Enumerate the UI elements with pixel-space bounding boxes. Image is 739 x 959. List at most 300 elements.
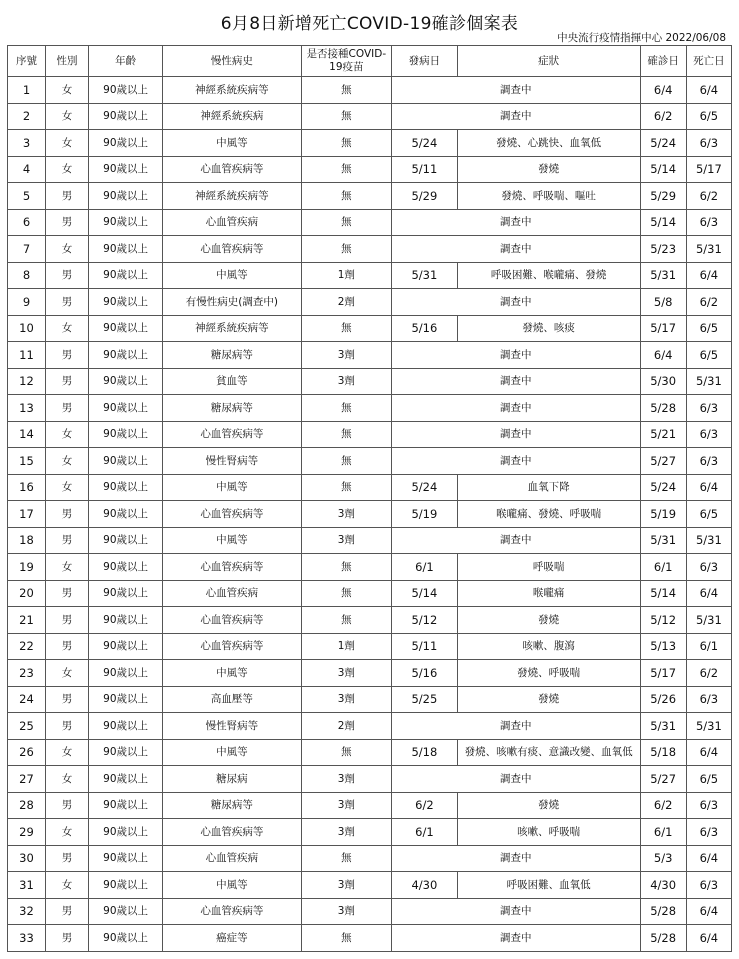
- cell-sex: 女: [45, 130, 88, 157]
- cell-death: 6/3: [686, 686, 731, 713]
- cell-history: 有慢性病史(調查中): [163, 289, 302, 316]
- cell-sex: 女: [45, 766, 88, 793]
- cell-age: 90歲以上: [89, 501, 163, 528]
- cell-vaccine: 無: [301, 607, 391, 634]
- table-row: [8, 633, 732, 660]
- cell-onset: 5/11: [392, 633, 458, 660]
- cell-no: 15: [8, 448, 46, 475]
- cell-history: 心血管疾病等: [163, 607, 302, 634]
- cell-history: 癌症等: [163, 925, 302, 952]
- cell-history: 糖尿病等: [163, 792, 302, 819]
- table-row: [8, 925, 732, 952]
- cell-confirm: 5/31: [640, 527, 686, 554]
- cell-vaccine: 無: [301, 130, 391, 157]
- cell-onset: 5/24: [392, 130, 458, 157]
- cell-death: 6/3: [686, 395, 731, 422]
- cell-age: 90歲以上: [89, 421, 163, 448]
- table-row: [8, 315, 732, 342]
- cell-death: 5/31: [686, 713, 731, 740]
- header-onset: 發病日: [392, 46, 458, 77]
- table-body: [8, 77, 732, 952]
- cell-symptom: 調查中: [392, 448, 641, 475]
- cell-death: 6/5: [686, 501, 731, 528]
- cell-symptom: 咳嗽、腹瀉: [457, 633, 640, 660]
- cell-history: 心血管疾病等: [163, 554, 302, 581]
- cell-sex: 女: [45, 872, 88, 899]
- cell-no: 29: [8, 819, 46, 846]
- cell-no: 27: [8, 766, 46, 793]
- table-row: [8, 289, 732, 316]
- table-row: [8, 395, 732, 422]
- table-row: [8, 183, 732, 210]
- cell-no: 32: [8, 898, 46, 925]
- cell-no: 21: [8, 607, 46, 634]
- cell-sex: 男: [45, 607, 88, 634]
- table-row: [8, 766, 732, 793]
- cell-age: 90歲以上: [89, 554, 163, 581]
- cell-vaccine: 無: [301, 236, 391, 263]
- table-row: [8, 209, 732, 236]
- cell-death: 6/5: [686, 315, 731, 342]
- cell-age: 90歲以上: [89, 262, 163, 289]
- cell-symptom: 調查中: [392, 342, 641, 369]
- cell-symptom: 發燒: [457, 607, 640, 634]
- cell-death: 6/3: [686, 130, 731, 157]
- cell-no: 10: [8, 315, 46, 342]
- cell-symptom: 發燒: [457, 792, 640, 819]
- cell-no: 3: [8, 130, 46, 157]
- table-row: [8, 845, 732, 872]
- cell-sex: 女: [45, 77, 88, 104]
- cell-confirm: 5/30: [640, 368, 686, 395]
- cell-confirm: 6/4: [640, 342, 686, 369]
- table-row: [8, 792, 732, 819]
- cell-death: 6/3: [686, 421, 731, 448]
- table-row: [8, 898, 732, 925]
- cell-sex: 男: [45, 898, 88, 925]
- cell-history: 慢性腎病等: [163, 713, 302, 740]
- source-and-date: 中央流行疫情指揮中心 2022/06/08: [557, 32, 726, 44]
- cell-symptom: 調查中: [392, 77, 641, 104]
- cell-vaccine: 無: [301, 156, 391, 183]
- cell-death: 5/17: [686, 156, 731, 183]
- cell-no: 19: [8, 554, 46, 581]
- cell-symptom: 發燒、咳嗽有痰、意識改變、血氧低: [457, 739, 640, 766]
- cell-history: 慢性腎病等: [163, 448, 302, 475]
- cell-death: 6/4: [686, 474, 731, 501]
- cell-symptom: 發燒、呼吸喘: [457, 660, 640, 687]
- table-row: [8, 819, 732, 846]
- cell-sex: 男: [45, 289, 88, 316]
- cell-confirm: 5/18: [640, 739, 686, 766]
- cell-sex: 女: [45, 739, 88, 766]
- cell-history: 心血管疾病等: [163, 156, 302, 183]
- cell-history: 心血管疾病等: [163, 633, 302, 660]
- cell-age: 90歲以上: [89, 872, 163, 899]
- cell-vaccine: 無: [301, 183, 391, 210]
- cell-symptom: 調查中: [392, 898, 641, 925]
- cell-vaccine: 無: [301, 315, 391, 342]
- table-row: [8, 77, 732, 104]
- case-table: [7, 45, 732, 952]
- cell-vaccine: 3劑: [301, 792, 391, 819]
- cell-history: 心血管疾病等: [163, 501, 302, 528]
- cell-no: 26: [8, 739, 46, 766]
- cell-vaccine: 1劑: [301, 262, 391, 289]
- cell-history: 心血管疾病等: [163, 236, 302, 263]
- cell-history: 高血壓等: [163, 686, 302, 713]
- cell-death: 6/3: [686, 792, 731, 819]
- cell-sex: 男: [45, 580, 88, 607]
- cell-age: 90歲以上: [89, 713, 163, 740]
- cell-symptom: 發燒、咳痰: [457, 315, 640, 342]
- cell-death: 6/3: [686, 819, 731, 846]
- cell-symptom: 調查中: [392, 368, 641, 395]
- cell-confirm: 6/2: [640, 103, 686, 130]
- cell-death: 6/1: [686, 633, 731, 660]
- cell-confirm: 6/1: [640, 554, 686, 581]
- cell-age: 90歲以上: [89, 315, 163, 342]
- cell-history: 中風等: [163, 130, 302, 157]
- table-row: [8, 262, 732, 289]
- cell-sex: 男: [45, 633, 88, 660]
- cell-age: 90歲以上: [89, 739, 163, 766]
- cell-confirm: 5/26: [640, 686, 686, 713]
- table-row: [8, 368, 732, 395]
- cell-confirm: 5/21: [640, 421, 686, 448]
- table-row: [8, 421, 732, 448]
- cell-age: 90歲以上: [89, 448, 163, 475]
- cell-no: 33: [8, 925, 46, 952]
- cell-death: 5/31: [686, 607, 731, 634]
- table-row: [8, 580, 732, 607]
- cell-confirm: 5/14: [640, 209, 686, 236]
- cell-symptom: 發燒: [457, 686, 640, 713]
- cell-death: 6/4: [686, 739, 731, 766]
- cell-age: 90歲以上: [89, 686, 163, 713]
- cell-confirm: 5/28: [640, 395, 686, 422]
- cell-sex: 男: [45, 686, 88, 713]
- cell-symptom: 血氧下降: [457, 474, 640, 501]
- cell-history: 心血管疾病: [163, 845, 302, 872]
- header-death: 死亡日: [686, 46, 731, 77]
- cell-onset: 5/16: [392, 315, 458, 342]
- cell-sex: 男: [45, 501, 88, 528]
- cell-no: 23: [8, 660, 46, 687]
- cell-symptom: 調查中: [392, 395, 641, 422]
- cell-vaccine: 3劑: [301, 872, 391, 899]
- cell-vaccine: 無: [301, 474, 391, 501]
- cell-no: 2: [8, 103, 46, 130]
- cell-no: 30: [8, 845, 46, 872]
- cell-death: 6/5: [686, 103, 731, 130]
- cell-symptom: 調查中: [392, 925, 641, 952]
- cell-confirm: 5/19: [640, 501, 686, 528]
- cell-death: 5/31: [686, 368, 731, 395]
- cell-no: 25: [8, 713, 46, 740]
- cell-history: 心血管疾病等: [163, 421, 302, 448]
- cell-age: 90歲以上: [89, 766, 163, 793]
- cell-symptom: 發燒、呼吸喘、嘔吐: [457, 183, 640, 210]
- cell-onset: 6/1: [392, 819, 458, 846]
- cell-history: 心血管疾病等: [163, 819, 302, 846]
- cell-sex: 女: [45, 448, 88, 475]
- cell-age: 90歲以上: [89, 580, 163, 607]
- cell-no: 9: [8, 289, 46, 316]
- table-row: [8, 739, 732, 766]
- cell-death: 6/4: [686, 898, 731, 925]
- cell-confirm: 5/31: [640, 262, 686, 289]
- cell-age: 90歲以上: [89, 77, 163, 104]
- cell-vaccine: 3劑: [301, 686, 391, 713]
- cell-onset: 5/24: [392, 474, 458, 501]
- cell-vaccine: 無: [301, 209, 391, 236]
- cell-history: 糖尿病等: [163, 342, 302, 369]
- cell-symptom: 調查中: [392, 421, 641, 448]
- header-history: 慢性病史: [163, 46, 302, 77]
- cell-vaccine: 無: [301, 77, 391, 104]
- cell-symptom: 調查中: [392, 845, 641, 872]
- cell-no: 6: [8, 209, 46, 236]
- cell-confirm: 5/17: [640, 660, 686, 687]
- cell-death: 6/5: [686, 342, 731, 369]
- cell-age: 90歲以上: [89, 819, 163, 846]
- cell-age: 90歲以上: [89, 527, 163, 554]
- cell-death: 6/3: [686, 448, 731, 475]
- cell-sex: 男: [45, 262, 88, 289]
- cell-confirm: 5/28: [640, 898, 686, 925]
- cell-confirm: 5/27: [640, 766, 686, 793]
- cell-symptom: 發燒: [457, 156, 640, 183]
- cell-death: 6/2: [686, 289, 731, 316]
- cell-sex: 男: [45, 368, 88, 395]
- cell-death: 6/2: [686, 183, 731, 210]
- cell-death: 6/3: [686, 209, 731, 236]
- cell-no: 17: [8, 501, 46, 528]
- cell-sex: 女: [45, 315, 88, 342]
- cell-confirm: 5/27: [640, 448, 686, 475]
- cell-sex: 男: [45, 713, 88, 740]
- table-row: [8, 713, 732, 740]
- table-row: [8, 872, 732, 899]
- cell-symptom: 呼吸困難、喉嚨痛、發燒: [457, 262, 640, 289]
- cell-symptom: 喉嚨痛: [457, 580, 640, 607]
- table-row: [8, 236, 732, 263]
- cell-vaccine: 1劑: [301, 633, 391, 660]
- cell-no: 8: [8, 262, 46, 289]
- cell-confirm: 5/28: [640, 925, 686, 952]
- cell-confirm: 5/24: [640, 130, 686, 157]
- cell-sex: 男: [45, 845, 88, 872]
- cell-vaccine: 無: [301, 421, 391, 448]
- cell-no: 16: [8, 474, 46, 501]
- cell-vaccine: 3劑: [301, 766, 391, 793]
- cell-sex: 女: [45, 819, 88, 846]
- cell-vaccine: 3劑: [301, 368, 391, 395]
- cell-vaccine: 3劑: [301, 501, 391, 528]
- table-row: [8, 130, 732, 157]
- header-symptom: 症狀: [457, 46, 640, 77]
- cell-history: 中風等: [163, 872, 302, 899]
- cell-death: 6/4: [686, 580, 731, 607]
- cell-sex: 女: [45, 554, 88, 581]
- cell-age: 90歲以上: [89, 395, 163, 422]
- cell-confirm: 5/3: [640, 845, 686, 872]
- cell-history: 中風等: [163, 660, 302, 687]
- cell-onset: 5/14: [392, 580, 458, 607]
- cell-vaccine: 無: [301, 554, 391, 581]
- cell-confirm: 5/24: [640, 474, 686, 501]
- cell-sex: 女: [45, 236, 88, 263]
- table-row: [8, 342, 732, 369]
- table-row: [8, 103, 732, 130]
- cell-sex: 男: [45, 342, 88, 369]
- cell-symptom: 咳嗽、呼吸喘: [457, 819, 640, 846]
- cell-history: 中風等: [163, 474, 302, 501]
- cell-onset: 6/1: [392, 554, 458, 581]
- cell-death: 6/4: [686, 262, 731, 289]
- cell-no: 14: [8, 421, 46, 448]
- cell-vaccine: 無: [301, 580, 391, 607]
- cell-vaccine: 3劑: [301, 660, 391, 687]
- cell-onset: 5/18: [392, 739, 458, 766]
- cell-symptom: 調查中: [392, 713, 641, 740]
- page-title: 6月8日新增死亡COVID-19確診個案表: [220, 14, 519, 34]
- cell-no: 13: [8, 395, 46, 422]
- cell-age: 90歲以上: [89, 103, 163, 130]
- cell-age: 90歲以上: [89, 130, 163, 157]
- cell-history: 神經系統疾病等: [163, 315, 302, 342]
- cell-vaccine: 3劑: [301, 819, 391, 846]
- cell-history: 神經系統疾病等: [163, 77, 302, 104]
- cell-history: 心血管疾病等: [163, 898, 302, 925]
- cell-death: 6/2: [686, 660, 731, 687]
- cell-age: 90歲以上: [89, 236, 163, 263]
- table-row: [8, 501, 732, 528]
- cell-confirm: 5/8: [640, 289, 686, 316]
- cell-sex: 女: [45, 474, 88, 501]
- cell-no: 12: [8, 368, 46, 395]
- cell-vaccine: 3劑: [301, 898, 391, 925]
- cell-onset: 5/11: [392, 156, 458, 183]
- cell-confirm: 5/14: [640, 580, 686, 607]
- cell-age: 90歲以上: [89, 368, 163, 395]
- cell-sex: 女: [45, 421, 88, 448]
- cell-no: 4: [8, 156, 46, 183]
- cell-confirm: 4/30: [640, 872, 686, 899]
- table-row: [8, 474, 732, 501]
- cell-vaccine: 2劑: [301, 713, 391, 740]
- cell-no: 28: [8, 792, 46, 819]
- table-row: [8, 660, 732, 687]
- cell-no: 20: [8, 580, 46, 607]
- cell-symptom: 調查中: [392, 766, 641, 793]
- cell-death: 6/3: [686, 872, 731, 899]
- cell-history: 中風等: [163, 262, 302, 289]
- header-no: 序號: [8, 46, 46, 77]
- cell-sex: 男: [45, 395, 88, 422]
- cell-age: 90歲以上: [89, 898, 163, 925]
- cell-onset: 6/2: [392, 792, 458, 819]
- cell-no: 31: [8, 872, 46, 899]
- table-row: [8, 554, 732, 581]
- cell-age: 90歲以上: [89, 209, 163, 236]
- cell-symptom: 調查中: [392, 103, 641, 130]
- cell-history: 心血管疾病: [163, 209, 302, 236]
- cell-age: 90歲以上: [89, 660, 163, 687]
- cell-onset: 5/29: [392, 183, 458, 210]
- table-row: [8, 607, 732, 634]
- cell-confirm: 5/17: [640, 315, 686, 342]
- cell-confirm: 5/29: [640, 183, 686, 210]
- cell-history: 中風等: [163, 527, 302, 554]
- table-row: [8, 448, 732, 475]
- cell-confirm: 6/1: [640, 819, 686, 846]
- table-row: [8, 156, 732, 183]
- cell-death: 6/4: [686, 845, 731, 872]
- cell-symptom: 調查中: [392, 289, 641, 316]
- header-age: 年齡: [89, 46, 163, 77]
- cell-sex: 男: [45, 183, 88, 210]
- cell-symptom: 調查中: [392, 209, 641, 236]
- cell-onset: 5/19: [392, 501, 458, 528]
- cell-history: 糖尿病: [163, 766, 302, 793]
- cell-confirm: 5/23: [640, 236, 686, 263]
- cell-symptom: 發燒、心跳快、血氧低: [457, 130, 640, 157]
- table-row: [8, 686, 732, 713]
- cell-age: 90歲以上: [89, 342, 163, 369]
- cell-vaccine: 無: [301, 103, 391, 130]
- header-row: [8, 46, 732, 77]
- cell-vaccine: 3劑: [301, 342, 391, 369]
- cell-vaccine: 無: [301, 925, 391, 952]
- cell-death: 5/31: [686, 236, 731, 263]
- cell-onset: 5/31: [392, 262, 458, 289]
- cell-symptom: 呼吸困難、血氧低: [457, 872, 640, 899]
- cell-no: 18: [8, 527, 46, 554]
- cell-death: 6/5: [686, 766, 731, 793]
- cell-vaccine: 3劑: [301, 527, 391, 554]
- cell-age: 90歲以上: [89, 633, 163, 660]
- cell-symptom: 喉嚨痛、發燒、呼吸喘: [457, 501, 640, 528]
- cell-no: 22: [8, 633, 46, 660]
- cell-sex: 女: [45, 660, 88, 687]
- cell-age: 90歲以上: [89, 925, 163, 952]
- cell-age: 90歲以上: [89, 845, 163, 872]
- cell-age: 90歲以上: [89, 183, 163, 210]
- cell-no: 7: [8, 236, 46, 263]
- cell-sex: 男: [45, 527, 88, 554]
- cell-no: 1: [8, 77, 46, 104]
- cell-history: 神經系統疾病等: [163, 183, 302, 210]
- cell-onset: 5/25: [392, 686, 458, 713]
- cell-vaccine: 無: [301, 448, 391, 475]
- cell-no: 24: [8, 686, 46, 713]
- cell-confirm: 5/13: [640, 633, 686, 660]
- cell-no: 11: [8, 342, 46, 369]
- cell-symptom: 調查中: [392, 236, 641, 263]
- cell-death: 6/4: [686, 925, 731, 952]
- cell-sex: 男: [45, 792, 88, 819]
- cell-vaccine: 2劑: [301, 289, 391, 316]
- cell-sex: 男: [45, 925, 88, 952]
- cell-confirm: 6/2: [640, 792, 686, 819]
- cell-onset: 4/30: [392, 872, 458, 899]
- cell-no: 5: [8, 183, 46, 210]
- cell-death: 5/31: [686, 527, 731, 554]
- cell-vaccine: 無: [301, 845, 391, 872]
- cell-confirm: 5/14: [640, 156, 686, 183]
